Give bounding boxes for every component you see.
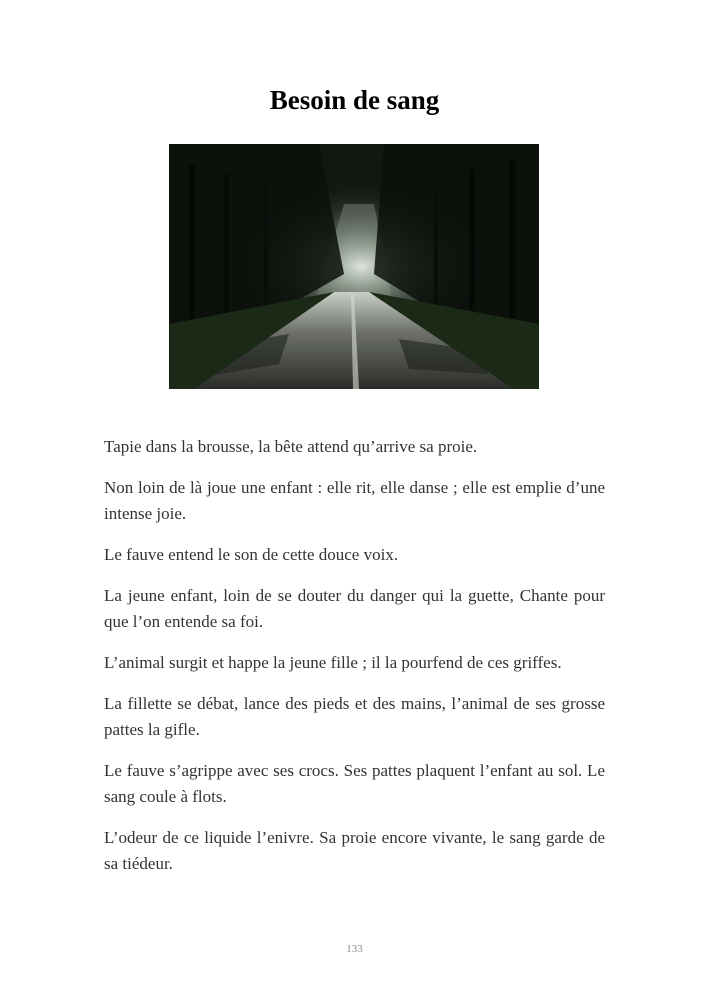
paragraph: Non loin de là joue une enfant : elle rit, elle danse ; elle est emplie d’une intense joie. [104, 478, 605, 523]
paragraph: La fillette se débat, lance des pieds et des mains, l’animal de ses grosse pattes la gifle. [104, 694, 605, 739]
paragraph: La jeune enfant, loin de se douter du danger qui la guette, Chante pour que l’on entende sa foi. [104, 586, 605, 631]
paragraph: Tapie dans la brousse, la bête attend qu’arrive sa proie. [104, 437, 478, 456]
paragraph: L’animal surgit et happe la jeune fille ; il la pourfend de ces griffes. [104, 653, 562, 672]
page-title: Besoin de sang [269, 85, 440, 115]
paragraph: Le fauve entend le son de cette douce voix. [104, 545, 399, 564]
poem-body [104, 434, 605, 892]
page-number: 133 [346, 943, 363, 955]
paragraph: L’odeur de ce liquide l’enivre. Sa proie encore vivante, le sang garde de sa tiédeur. [104, 828, 605, 873]
forest-road-photo [169, 144, 539, 389]
paragraph: Le fauve s’agrippe avec ses crocs. Ses pattes plaquent l’enfant au sol. Le sang coule à flots. [104, 761, 605, 806]
